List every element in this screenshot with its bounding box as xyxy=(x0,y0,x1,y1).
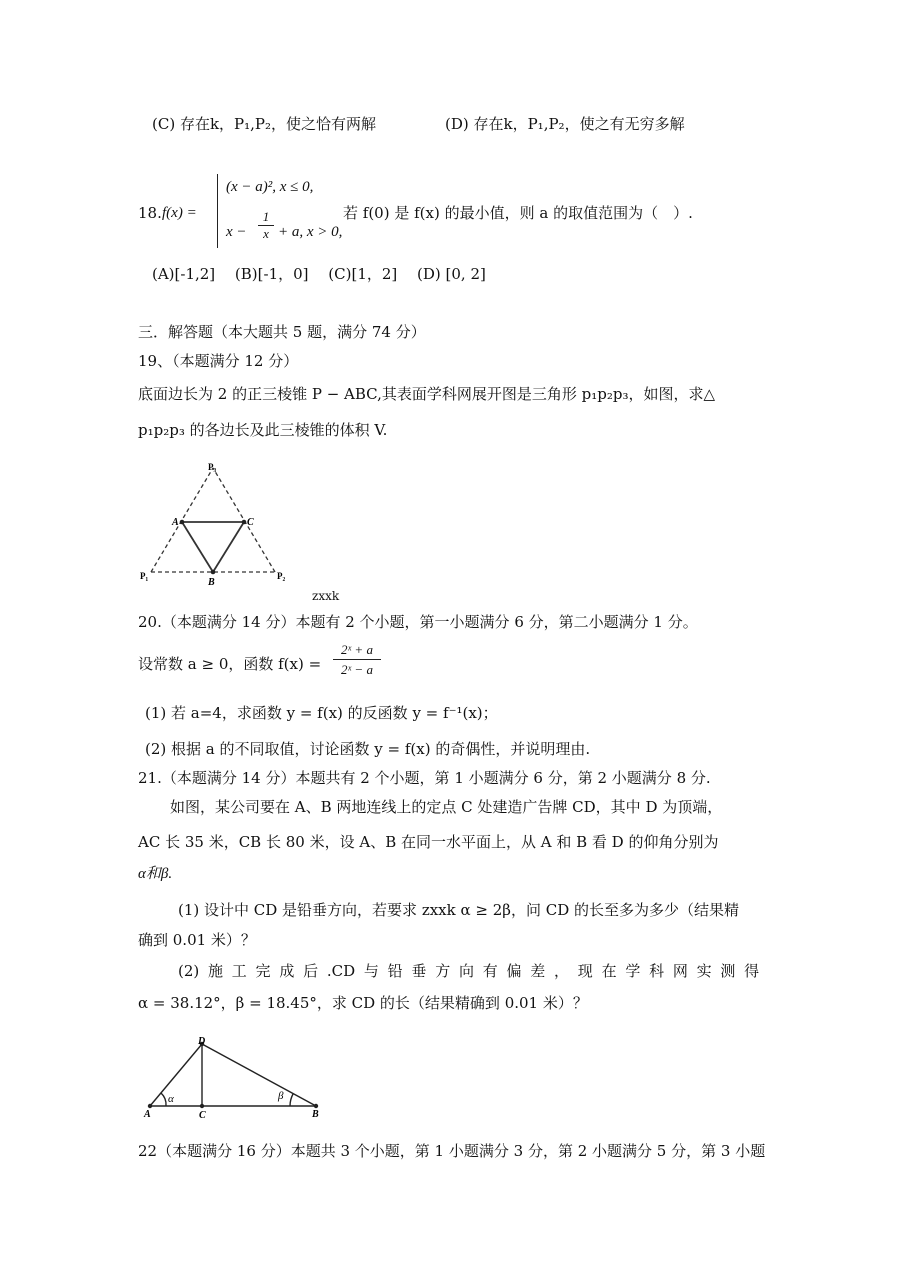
q20-fraction-denominator: 2ˣ − a xyxy=(341,662,373,677)
label-beta: β xyxy=(278,1090,284,1102)
q17-option-d: (D) 存在k，P₁,P₂，使之有无穷多解 xyxy=(445,115,685,133)
q20-fraction-numerator: 2ˣ + a xyxy=(341,642,373,657)
q20-header: 20.（本题满分 14 分）本题有 2 个小题，第一小题满分 6 分，第二小题满分 1 分。 xyxy=(138,613,698,631)
q18-case-2-numerator: 1 xyxy=(262,209,270,224)
q21-subquestion-1-line-2: 确到 0.01 米）？ xyxy=(138,931,256,949)
q19-header: 19、（本题满分 12 分） xyxy=(138,352,299,370)
q18-case-2-suffix: + a, x > 0, xyxy=(278,224,343,240)
q18-piecewise-brace xyxy=(217,174,218,248)
q18-number: 18. xyxy=(138,204,162,222)
q21-billboard-figure xyxy=(140,1034,330,1122)
label-alpha: α xyxy=(168,1093,174,1105)
q18-case-2-prefix: x − xyxy=(226,224,247,240)
q18-question: 若 f(0) 是 f(x) 的最小值，则 a 的取值范围为（ ）. xyxy=(343,204,693,222)
q22-header: 22（本题满分 16 分）本题共 3 个小题，第 1 小题满分 3 分，第 2 小题满分 5 分，第 3 小题 xyxy=(138,1142,766,1160)
label-c: C xyxy=(199,1110,206,1121)
label-d: D xyxy=(198,1036,206,1047)
label-p3: P₃ xyxy=(208,462,217,472)
q21-paragraph-line-2: AC 长 35 米，CB 长 80 米，设 A、B 在同一水平面上，从 A 和 B 看 D 的仰角分别为 xyxy=(138,833,719,851)
q21-subquestion-1-line-1: (1) 设计中 CD 是铅垂方向，若要求 zxxk α ≥ 2β，问 CD 的长至多为多少（结果精 xyxy=(178,901,739,919)
q18-options: (A)[-1,2] (B)[-1，0] (C)[1，2] (D) [0, 2] xyxy=(152,265,486,283)
q17-option-c: (C) 存在k，P₁,P₂，使之恰有两解 xyxy=(152,115,377,133)
label-a: A xyxy=(172,517,179,528)
q18-case-2-denominator: x xyxy=(263,226,269,241)
q21-header: 21.（本题满分 14 分）本题共有 2 个小题，第 1 小题满分 6 分，第 2 小题满分 8 分. xyxy=(138,769,711,787)
label-p2: P₂ xyxy=(277,571,286,581)
q20-part-1: (1) 若 a=4，求函数 y = f(x) 的反函数 y = f⁻¹(x)； xyxy=(145,704,498,722)
section-3-title: 三．解答题（本大题共 5 题，满分 74 分） xyxy=(138,323,426,341)
label-b: B xyxy=(208,577,215,588)
q19-unfolded-triangle-figure xyxy=(140,460,290,588)
q18-function-lhs: f(x) = xyxy=(162,205,197,221)
q20-definition: 设常数 a ≥ 0，函数 f(x) = xyxy=(138,655,322,673)
q21-paragraph-line-1: 如图，某公司要在 A、B 两地连线上的定点 C 处建造广告牌 CD，其中 D 为顶端， xyxy=(170,798,723,816)
q21-paragraph-line-3: α和β. xyxy=(138,866,173,882)
q20-part-2: (2) 根据 a 的不同取值，讨论函数 y = f(x) 的奇偶性，并说明理由. xyxy=(145,740,591,758)
label-a: A xyxy=(144,1109,151,1120)
q21-subquestion-2-line-2: α = 38.12°，β = 18.45°，求 CD 的长（结果精确到 0.01 米）？ xyxy=(138,994,588,1012)
label-b: B xyxy=(312,1109,319,1120)
watermark-zxxk: zxxk xyxy=(312,589,340,603)
q20-fraction-bar xyxy=(333,659,381,660)
label-c: C xyxy=(247,517,254,528)
q19-text-line-1: 底面边长为 2 的正三棱锥 P − ABC,其表面学科网展开图是三角形 p₁p₂p₃，如图，求△ xyxy=(138,385,716,403)
label-p1: P₁ xyxy=(140,571,149,581)
q21-subquestion-2-line-1: (2) 施 工 完 成 后 .CD 与 铅 垂 方 向 有 偏 差 ， 现 在 学 科 网 实 测 得 xyxy=(178,962,760,980)
q18-case-1: (x − a)², x ≤ 0, xyxy=(226,179,314,195)
q19-text-line-2: p₁p₂p₃ 的各边长及此三棱锥的体积 V. xyxy=(138,421,388,439)
